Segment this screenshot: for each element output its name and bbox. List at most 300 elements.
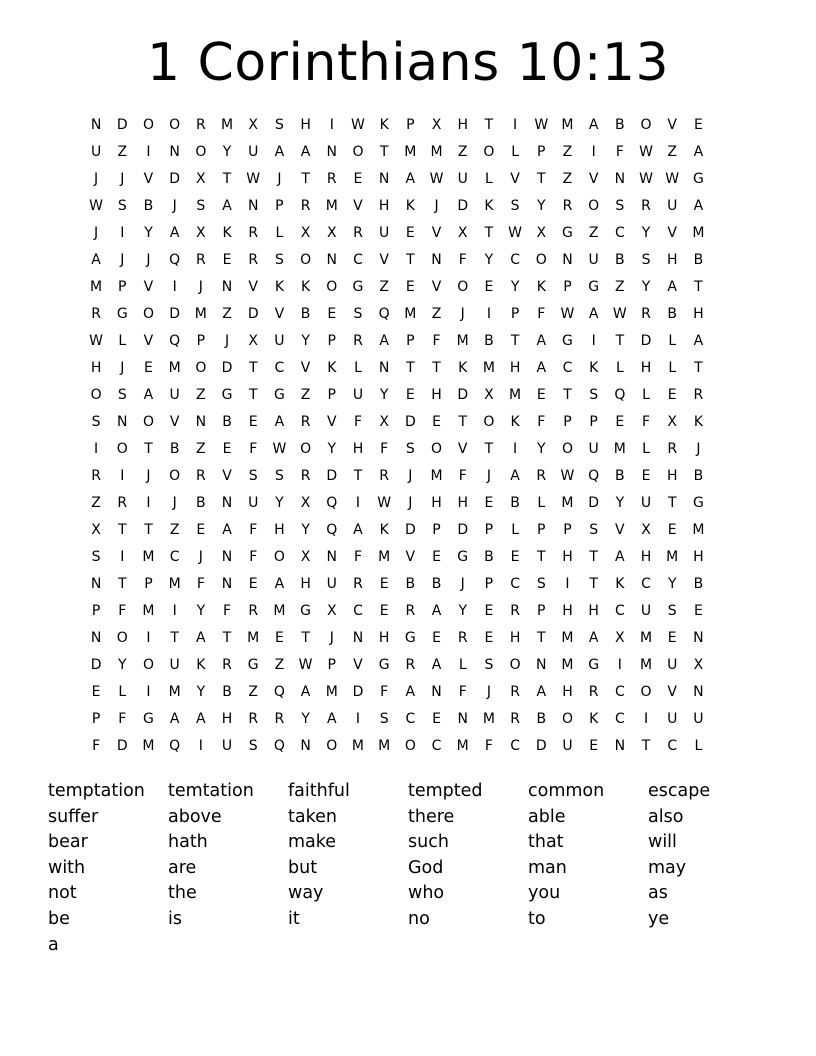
grid-letter: E xyxy=(327,306,337,322)
grid-letter: D xyxy=(116,738,128,754)
grid-letter: T xyxy=(641,738,651,754)
grid-letter: R xyxy=(91,306,101,322)
grid-letter: I xyxy=(643,711,649,727)
grid-letter: K xyxy=(615,576,625,592)
grid-row xyxy=(83,652,712,679)
grid-letter: E xyxy=(693,603,703,619)
grid-letter: E xyxy=(510,549,520,565)
grid-letter: V xyxy=(222,468,232,484)
grid-letter: O xyxy=(326,738,338,754)
grid-letter: O xyxy=(431,441,443,457)
grid-letter: B xyxy=(196,495,206,511)
grid-letter: M xyxy=(247,630,260,646)
grid-letter: M xyxy=(325,684,338,700)
grid-letter: P xyxy=(432,522,441,538)
grid-letter: E xyxy=(432,414,441,430)
grid-letter: G xyxy=(300,603,312,619)
grid-letter: S xyxy=(248,468,258,484)
word-list-item: there xyxy=(408,806,455,827)
grid-letter: X xyxy=(91,522,101,538)
grid-letter: W xyxy=(612,306,627,322)
grid-letter: Z xyxy=(379,279,389,295)
grid-letter: M xyxy=(220,117,234,133)
grid-letter: A xyxy=(91,252,101,268)
word-list-item: but xyxy=(288,857,318,878)
grid-letter: R xyxy=(91,468,101,484)
grid-letter: B xyxy=(615,117,625,133)
grid-letter: F xyxy=(223,603,232,619)
grid-letter: O xyxy=(169,468,181,484)
grid-letter: J xyxy=(224,333,230,349)
grid-letter: U xyxy=(169,387,180,403)
grid-letter: I xyxy=(617,657,622,673)
grid-letter: N xyxy=(90,630,102,646)
grid-letter: P xyxy=(275,198,284,214)
grid-letter: H xyxy=(666,468,678,484)
grid-letter: Z xyxy=(169,522,180,538)
grid-letter: N xyxy=(536,657,547,673)
grid-letter: Q xyxy=(169,252,181,268)
grid-letter: E xyxy=(641,468,651,484)
word-list-item: it xyxy=(288,908,300,929)
grid-letter: I xyxy=(591,333,596,349)
grid-letter: S xyxy=(248,738,258,754)
grid-letter: C xyxy=(274,360,285,376)
word-list-item: no xyxy=(408,908,430,929)
grid-letter: O xyxy=(404,738,416,754)
grid-letter: J xyxy=(94,225,99,241)
grid-letter: Q xyxy=(169,333,181,349)
grid-letter: N xyxy=(693,684,704,700)
grid-letter: N xyxy=(90,117,102,133)
grid-letter: H xyxy=(221,711,233,727)
word-list-row xyxy=(48,881,768,907)
grid-letter: R xyxy=(195,468,206,484)
grid-letter: W xyxy=(560,468,575,484)
grid-letter: P xyxy=(144,576,153,592)
grid-letter: G xyxy=(404,630,416,646)
grid-letter: T xyxy=(248,360,258,376)
grid-letter: N xyxy=(562,252,573,268)
grid-letter: R xyxy=(510,711,520,727)
grid-letter: V xyxy=(143,279,154,295)
grid-letter: C xyxy=(641,576,651,592)
grid-letter: O xyxy=(483,414,495,430)
grid-letter: O xyxy=(300,252,312,268)
grid-letter: U xyxy=(221,738,233,754)
grid-letter: R xyxy=(379,468,390,484)
grid-letter: L xyxy=(642,441,650,457)
grid-letter: R xyxy=(457,630,468,646)
grid-letter: D xyxy=(535,738,547,754)
grid-letter: T xyxy=(301,630,310,646)
grid-letter: K xyxy=(379,117,389,133)
grid-letter: H xyxy=(457,117,468,133)
grid-letter: B xyxy=(667,306,678,322)
grid-letter: L xyxy=(485,171,493,187)
grid-letter: I xyxy=(329,117,334,133)
grid-letter: A xyxy=(379,333,389,349)
grid-letter: V xyxy=(588,171,599,187)
grid-letter: T xyxy=(406,252,415,268)
grid-letter: H xyxy=(431,495,442,511)
grid-letter: M xyxy=(456,738,469,754)
grid-letter: H xyxy=(562,603,573,619)
grid-letter: V xyxy=(143,171,154,187)
grid-letter: T xyxy=(222,171,232,187)
grid-letter: O xyxy=(116,630,128,646)
grid-letter: S xyxy=(484,657,494,673)
word-list-item: will xyxy=(648,832,677,853)
grid-letter: C xyxy=(562,360,573,376)
grid-letter: A xyxy=(693,333,704,349)
grid-letter: G xyxy=(221,387,233,403)
grid-letter: O xyxy=(195,360,207,376)
grid-letter: E xyxy=(484,630,494,646)
grid-letter: E xyxy=(432,630,441,646)
grid-letter: N xyxy=(117,414,128,430)
grid-letter: N xyxy=(378,171,390,187)
word-list-item: make xyxy=(288,832,337,853)
grid-letter: T xyxy=(615,333,625,349)
grid-letter: M xyxy=(168,684,181,700)
grid-letter: A xyxy=(143,387,154,403)
grid-letter: U xyxy=(248,144,259,160)
grid-letter: Z xyxy=(615,279,625,295)
word-list-item: taken xyxy=(288,806,337,827)
grid-letter: G xyxy=(143,711,154,727)
word-list-item: way xyxy=(288,883,324,904)
grid-letter: A xyxy=(536,684,547,700)
grid-letter: O xyxy=(90,387,102,403)
grid-letter: U xyxy=(588,252,599,268)
grid-letter: O xyxy=(300,441,312,457)
grid-letter: T xyxy=(144,441,153,457)
grid-letter: S xyxy=(274,468,284,484)
grid-letter: Y xyxy=(458,603,467,619)
grid-letter: D xyxy=(169,171,181,187)
grid-letter: E xyxy=(693,117,703,133)
grid-letter: K xyxy=(510,414,520,430)
page-title: 1 Corinthians 10:13 xyxy=(146,33,670,93)
grid-letter: O xyxy=(640,684,652,700)
grid-letter: Z xyxy=(667,144,678,160)
grid-letter: Y xyxy=(118,657,127,673)
grid-letter: A xyxy=(588,306,599,322)
grid-letter: E xyxy=(484,495,494,511)
grid-letter: A xyxy=(274,576,285,592)
grid-letter: K xyxy=(405,198,415,214)
grid-letter: D xyxy=(169,306,181,322)
grid-letter: M xyxy=(613,441,626,457)
word-list-item: such xyxy=(408,832,449,853)
grid-letter: T xyxy=(222,630,232,646)
grid-letter: F xyxy=(380,684,389,700)
grid-letter: U xyxy=(326,576,337,592)
grid-letter: V xyxy=(457,441,468,457)
grid-letter: T xyxy=(537,630,546,646)
grid-letter: B xyxy=(536,711,547,727)
grid-letter: P xyxy=(406,333,415,349)
grid-letter: V xyxy=(379,252,389,268)
grid-letter: T xyxy=(484,225,494,241)
grid-letter: C xyxy=(431,738,442,754)
grid-letter: Z xyxy=(196,387,206,403)
grid-letter: F xyxy=(118,711,127,727)
grid-letter: I xyxy=(146,630,151,646)
grid-letter: K xyxy=(327,360,337,376)
grid-letter: P xyxy=(327,387,336,403)
grid-letter: G xyxy=(692,495,704,511)
grid-letter: P xyxy=(406,117,415,133)
grid-letter: G xyxy=(457,549,469,565)
grid-letter: R xyxy=(667,441,678,457)
grid-letter: T xyxy=(484,441,494,457)
grid-letter: H xyxy=(693,549,704,565)
word-list xyxy=(48,779,768,958)
grid-letter: H xyxy=(640,360,652,376)
grid-letter: N xyxy=(431,684,442,700)
grid-letter: R xyxy=(222,657,232,673)
grid-letter: T xyxy=(694,360,703,376)
grid-letter: F xyxy=(118,603,127,619)
grid-letter: R xyxy=(300,468,311,484)
grid-letter: Y xyxy=(641,279,651,295)
grid-row xyxy=(83,625,712,652)
grid-letter: V xyxy=(405,549,416,565)
grid-letter: O xyxy=(195,144,207,160)
grid-letter: E xyxy=(667,522,677,538)
grid-letter: H xyxy=(562,549,573,565)
word-list-item: also xyxy=(648,806,684,827)
word-list-item: who xyxy=(408,883,445,904)
grid-letter: J xyxy=(120,252,125,268)
word-list-item: common xyxy=(528,781,605,801)
grid-letter: N xyxy=(195,414,207,430)
grid-letter: D xyxy=(457,387,469,403)
grid-letter: S xyxy=(274,117,284,133)
grid-letter: J xyxy=(146,252,151,268)
grid-letter: K xyxy=(693,414,703,430)
grid-letter: X xyxy=(431,117,442,133)
grid-letter: Z xyxy=(248,684,259,700)
grid-letter: A xyxy=(405,171,416,187)
grid-letter: O xyxy=(273,549,285,565)
grid-letter: L xyxy=(275,225,284,241)
grid-letter: B xyxy=(431,576,442,592)
grid-letter: T xyxy=(667,495,677,511)
grid-letter: Z xyxy=(274,657,285,673)
grid-letter: I xyxy=(146,144,151,160)
grid-letter: J xyxy=(277,171,282,187)
grid-letter: R xyxy=(510,684,520,700)
grid-letter: Q xyxy=(378,306,390,322)
grid-letter: L xyxy=(694,738,703,754)
grid-letter: Y xyxy=(196,684,206,700)
grid-letter: L xyxy=(537,495,546,511)
grid-letter: F xyxy=(249,522,258,538)
grid-letter: X xyxy=(300,225,311,241)
grid-letter: O xyxy=(142,306,154,322)
grid-letter: X xyxy=(300,495,311,511)
grid-letter: F xyxy=(249,549,258,565)
grid-letter: L xyxy=(511,522,519,538)
grid-letter: Y xyxy=(301,522,310,538)
grid-letter: Y xyxy=(667,576,677,592)
grid-letter: O xyxy=(535,252,547,268)
word-list-row xyxy=(48,830,768,856)
grid-letter: S xyxy=(615,198,625,214)
grid-letter: O xyxy=(142,117,154,133)
grid-letter: P xyxy=(91,603,101,619)
grid-letter: H xyxy=(588,603,599,619)
grid-letter: N xyxy=(221,549,233,565)
word-list-item: a xyxy=(48,934,59,955)
grid-letter: U xyxy=(169,657,180,673)
grid-letter: M xyxy=(561,117,574,133)
grid-letter: H xyxy=(300,576,311,592)
grid-letter: N xyxy=(221,279,233,295)
grid-letter: W xyxy=(298,657,313,673)
grid-letter: J xyxy=(94,171,99,187)
grid-letter: Q xyxy=(326,495,338,511)
grid-letter: J xyxy=(172,198,177,214)
grid-letter: X xyxy=(667,414,678,430)
grid-letter: Q xyxy=(326,522,338,538)
grid-letter: E xyxy=(379,603,389,619)
grid-letter: C xyxy=(614,225,625,241)
grid-letter: T xyxy=(589,576,598,592)
grid-row xyxy=(83,355,712,382)
word-list-item: suffer xyxy=(48,806,99,827)
grid-letter: C xyxy=(614,684,625,700)
word-list-item: are xyxy=(168,857,197,878)
word-list-item: man xyxy=(528,857,567,878)
grid-letter: J xyxy=(460,306,465,322)
grid-letter: R xyxy=(405,657,416,673)
grid-letter: I xyxy=(172,603,177,619)
grid-letter: N xyxy=(614,738,626,754)
grid-letter: E xyxy=(248,576,258,592)
grid-letter: N xyxy=(457,711,468,727)
grid-letter: D xyxy=(457,198,469,214)
grid-letter: X xyxy=(196,225,206,241)
grid-letter: A xyxy=(693,144,704,160)
grid-row xyxy=(83,706,712,733)
grid-row xyxy=(83,139,712,166)
grid-letter: A xyxy=(431,657,442,673)
grid-row xyxy=(83,193,712,220)
grid-letter: U xyxy=(588,441,599,457)
grid-letter: V xyxy=(353,657,363,673)
grid-letter: M xyxy=(404,306,417,322)
grid-row xyxy=(83,301,712,328)
grid-letter: X xyxy=(326,225,337,241)
grid-letter: W xyxy=(89,333,104,349)
word-list-item: escape xyxy=(648,781,711,801)
grid-letter: X xyxy=(693,657,704,673)
grid-letter: J xyxy=(434,198,439,214)
grid-letter: J xyxy=(408,468,413,484)
grid-letter: J xyxy=(696,441,701,457)
grid-letter: X xyxy=(615,630,625,646)
grid-letter: K xyxy=(379,522,389,538)
grid-letter: L xyxy=(118,333,127,349)
word-list-row xyxy=(48,907,768,933)
grid-letter: I xyxy=(513,441,518,457)
grid-letter: N xyxy=(90,576,102,592)
grid-letter: Y xyxy=(484,252,494,268)
grid-letter: B xyxy=(615,252,625,268)
word-list-row xyxy=(48,933,768,959)
grid-letter: L xyxy=(118,684,127,700)
word-list-item: tempted xyxy=(408,781,483,801)
grid-letter: M xyxy=(666,549,679,565)
grid-letter: E xyxy=(405,279,415,295)
grid-letter: X xyxy=(326,603,337,619)
grid-letter: C xyxy=(667,738,678,754)
grid-letter: S xyxy=(641,252,651,268)
grid-letter: P xyxy=(484,576,494,592)
grid-row xyxy=(83,220,712,247)
grid-letter: B xyxy=(693,252,704,268)
grid-letter: S xyxy=(536,576,546,592)
grid-letter: A xyxy=(274,144,285,160)
grid-letter: Q xyxy=(169,738,181,754)
grid-row xyxy=(83,517,712,544)
grid-letter: F xyxy=(432,333,441,349)
grid-letter: P xyxy=(537,603,546,619)
grid-letter: X xyxy=(484,387,494,403)
grid-letter: N xyxy=(247,198,259,214)
grid-letter: P xyxy=(118,279,127,295)
grid-letter: V xyxy=(667,225,677,241)
grid-letter: S xyxy=(117,387,127,403)
grid-letter: I xyxy=(565,576,570,592)
grid-letter: H xyxy=(509,630,521,646)
grid-letter: E xyxy=(432,549,441,565)
grid-letter: E xyxy=(144,360,153,376)
grid-letter: F xyxy=(196,576,205,592)
grid-letter: S xyxy=(274,252,284,268)
grid-letter: B xyxy=(405,576,416,592)
grid-letter: A xyxy=(196,711,206,727)
grid-letter: U xyxy=(667,711,678,727)
grid-letter: M xyxy=(509,387,522,403)
grid-letter: H xyxy=(457,495,468,511)
grid-letter: H xyxy=(90,360,102,376)
grid-letter: O xyxy=(142,414,154,430)
grid-letter: I xyxy=(120,225,125,241)
grid-letter: H xyxy=(562,684,573,700)
grid-letter: U xyxy=(640,603,652,619)
grid-letter: K xyxy=(484,198,494,214)
grid-letter: L xyxy=(458,657,467,673)
grid-letter: N xyxy=(693,630,704,646)
grid-letter: A xyxy=(196,630,206,646)
grid-letter: H xyxy=(666,252,678,268)
grid-letter: H xyxy=(431,387,442,403)
grid-letter: R xyxy=(405,603,416,619)
grid-letter: X xyxy=(457,225,468,241)
grid-letter: F xyxy=(353,414,362,430)
grid-letter: N xyxy=(614,171,626,187)
grid-letter: R xyxy=(195,117,206,133)
grid-letter: I xyxy=(198,738,203,754)
grid-letter: O xyxy=(326,279,338,295)
grid-letter: F xyxy=(458,252,467,268)
grid-letter: A xyxy=(431,603,442,619)
